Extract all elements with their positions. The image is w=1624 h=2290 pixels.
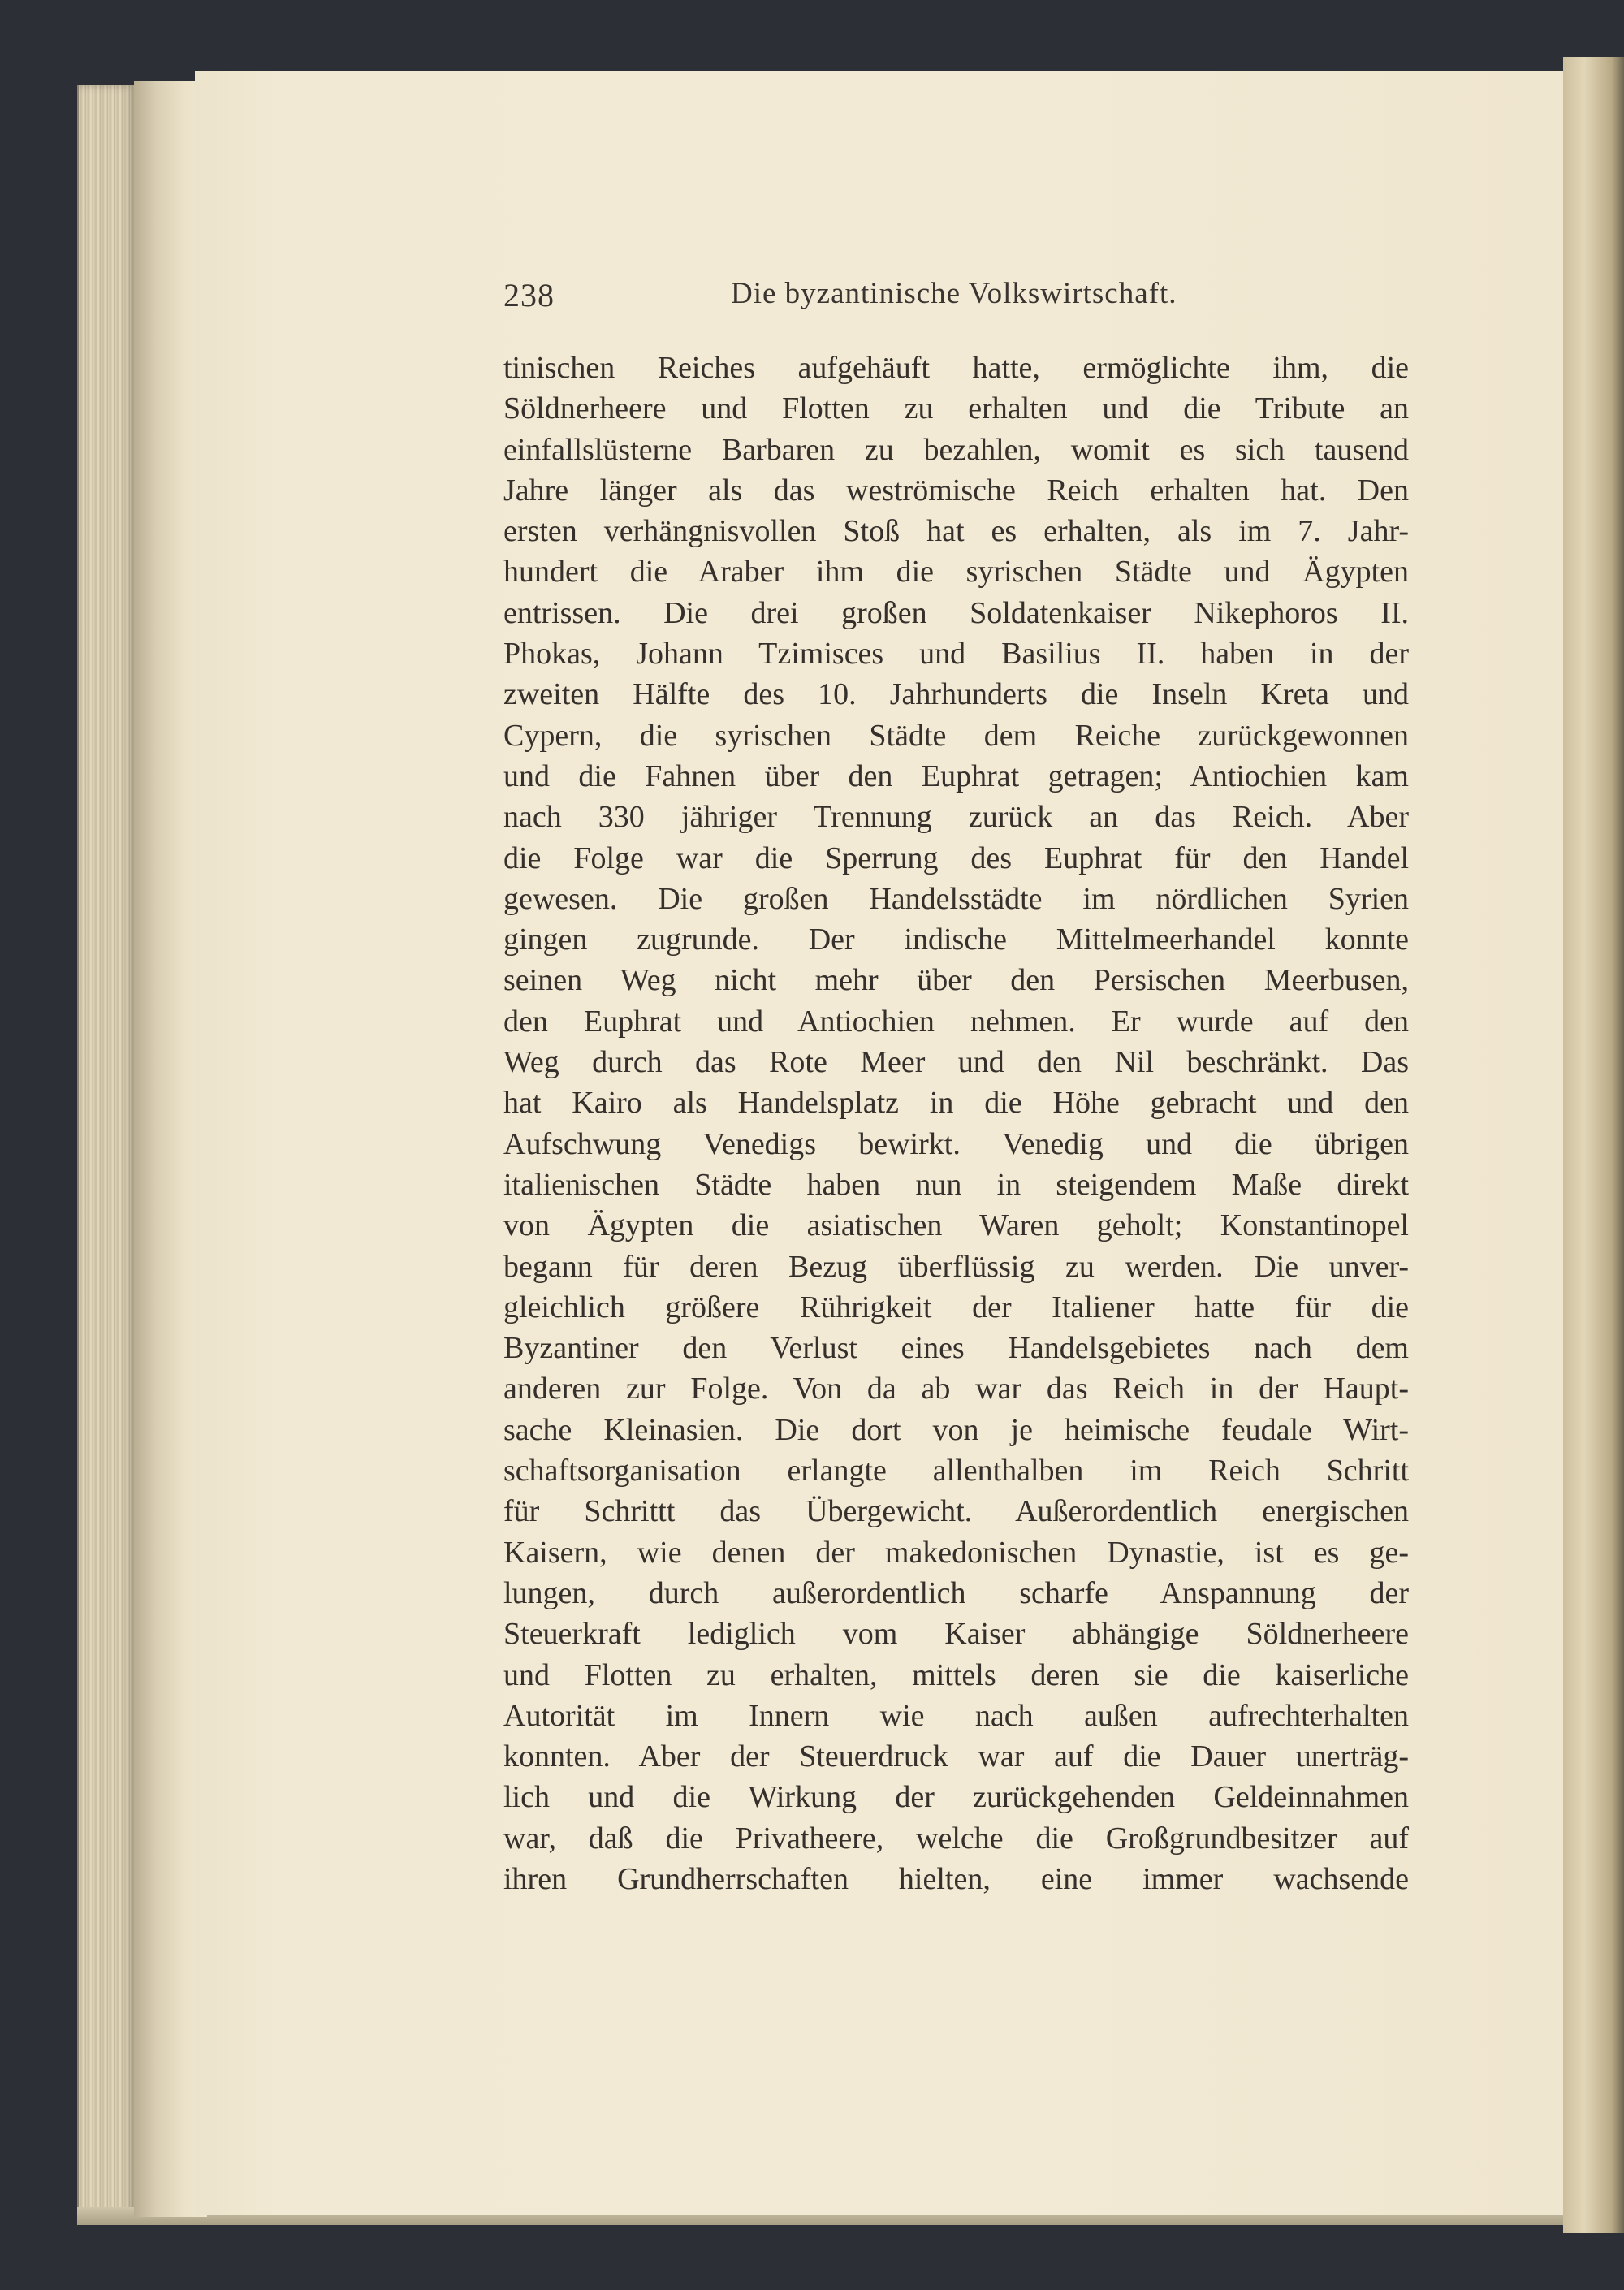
text-line: von Ägypten die asiatischen Waren geholt; Konstantinopel — [503, 1208, 1409, 1243]
text-line: Byzantiner den Verlust eines Handelsgebietes nach dem — [503, 1331, 1409, 1366]
text-line: einfallslüsterne Barbaren zu bezahlen, womit es sich tausend — [503, 432, 1409, 467]
text-line: Kaisern, wie denen der makedonischen Dynastie, ist es ge- — [503, 1535, 1409, 1570]
text-line: italienischen Städte haben nun in steigendem Maße direkt — [503, 1167, 1409, 1202]
text-line: konnten. Aber der Steuerdruck war auf die Dauer unerträg- — [503, 1739, 1409, 1774]
text-line: für Schrittt das Übergewicht. Außerordentlich energischen — [503, 1494, 1409, 1529]
body-text — [503, 348, 1409, 1899]
text-line: zweiten Hälfte des 10. Jahrhunderts die Inseln Kreta und — [503, 677, 1409, 712]
text-line: Jahre länger als das weströmische Reich erhalten hat. Den — [503, 473, 1409, 508]
text-line: ersten verhängnisvollen Stoß hat es erhalten, als im 7. Jahr- — [503, 514, 1409, 549]
text-line: Aufschwung Venedigs bewirkt. Venedig und die übrigen — [503, 1126, 1409, 1161]
text-line: hundert die Araber ihm die syrischen Städte und Ägypten — [503, 555, 1409, 590]
text-line: den Euphrat und Antiochien nehmen. Er wurde auf den — [503, 1004, 1409, 1039]
running-head — [503, 276, 1413, 325]
text-line: Autorität im Innern wie nach außen aufrechterhalten — [503, 1698, 1409, 1733]
running-title: Die byzantinische Volkswirtschaft. — [731, 277, 1177, 310]
text-line: begann für deren Bezug überflüssig zu werden. Die unver- — [503, 1249, 1409, 1284]
text-line: gewesen. Die großen Handelsstädte im nördlichen Syrien — [503, 881, 1409, 916]
text-line: Weg durch das Rote Meer und den Nil beschränkt. Das — [503, 1045, 1409, 1080]
text-line: war, daß die Privatheere, welche die Großgrundbesitzer auf — [503, 1821, 1409, 1856]
text-line: und die Fahnen über den Euphrat getragen; Antiochien kam — [503, 758, 1409, 793]
text-line: gleichlich größere Rührigkeit der Italiener hatte für die — [503, 1290, 1409, 1324]
text-line: hat Kairo als Handelsplatz in die Höhe gebracht und den — [503, 1086, 1409, 1121]
text-line: gingen zugrunde. Der indische Mittelmeerhandel konnte — [503, 922, 1409, 957]
text-line: lich und die Wirkung der zurückgehenden Geldeinnahmen — [503, 1780, 1409, 1815]
text-line: Steuerkraft lediglich vom Kaiser abhängige Söldnerheere — [503, 1617, 1409, 1652]
text-line: anderen zur Folge. Von da ab war das Reich in der Haupt- — [503, 1372, 1409, 1406]
text-line: entrissen. Die drei großen Soldatenkaiser Nikephoros II. — [503, 595, 1409, 630]
text-line: Cypern, die syrischen Städte dem Reiche zurückgewonnen — [503, 718, 1409, 753]
text-line: die Folge war die Sperrung des Euphrat für den Handel — [503, 840, 1409, 875]
text-line: Söldnerheere und Flotten zu erhalten und die Tribute an — [503, 391, 1409, 426]
text-line: und Flotten zu erhalten, mittels deren sie die kaiserliche — [503, 1657, 1409, 1692]
text-line: schaftsorganisation erlangte allenthalben im Reich Schritt — [503, 1454, 1409, 1488]
text-line: ihren Grundherrschaften hielten, eine immer wachsende — [503, 1861, 1409, 1896]
text-line: lungen, durch außerordentlich scharfe Anspannung der — [503, 1575, 1409, 1610]
text-line: tinischen Reiches aufgehäuft hatte, ermöglichte ihm, die — [503, 351, 1409, 385]
page-number: 238 — [503, 277, 555, 313]
text-line: sache Kleinasien. Die dort von je heimische feudale Wirt- — [503, 1412, 1409, 1447]
text-line: Phokas, Johann Tzimisces und Basilius II. haben in der — [503, 637, 1409, 672]
page-stack-left — [77, 85, 136, 2221]
facing-page-edge — [1563, 57, 1624, 2233]
text-line: seinen Weg nicht mehr über den Persischen Meerbusen, — [503, 963, 1409, 998]
text-line: nach 330 jähriger Trennung zurück an das Reich. Aber — [503, 800, 1409, 835]
